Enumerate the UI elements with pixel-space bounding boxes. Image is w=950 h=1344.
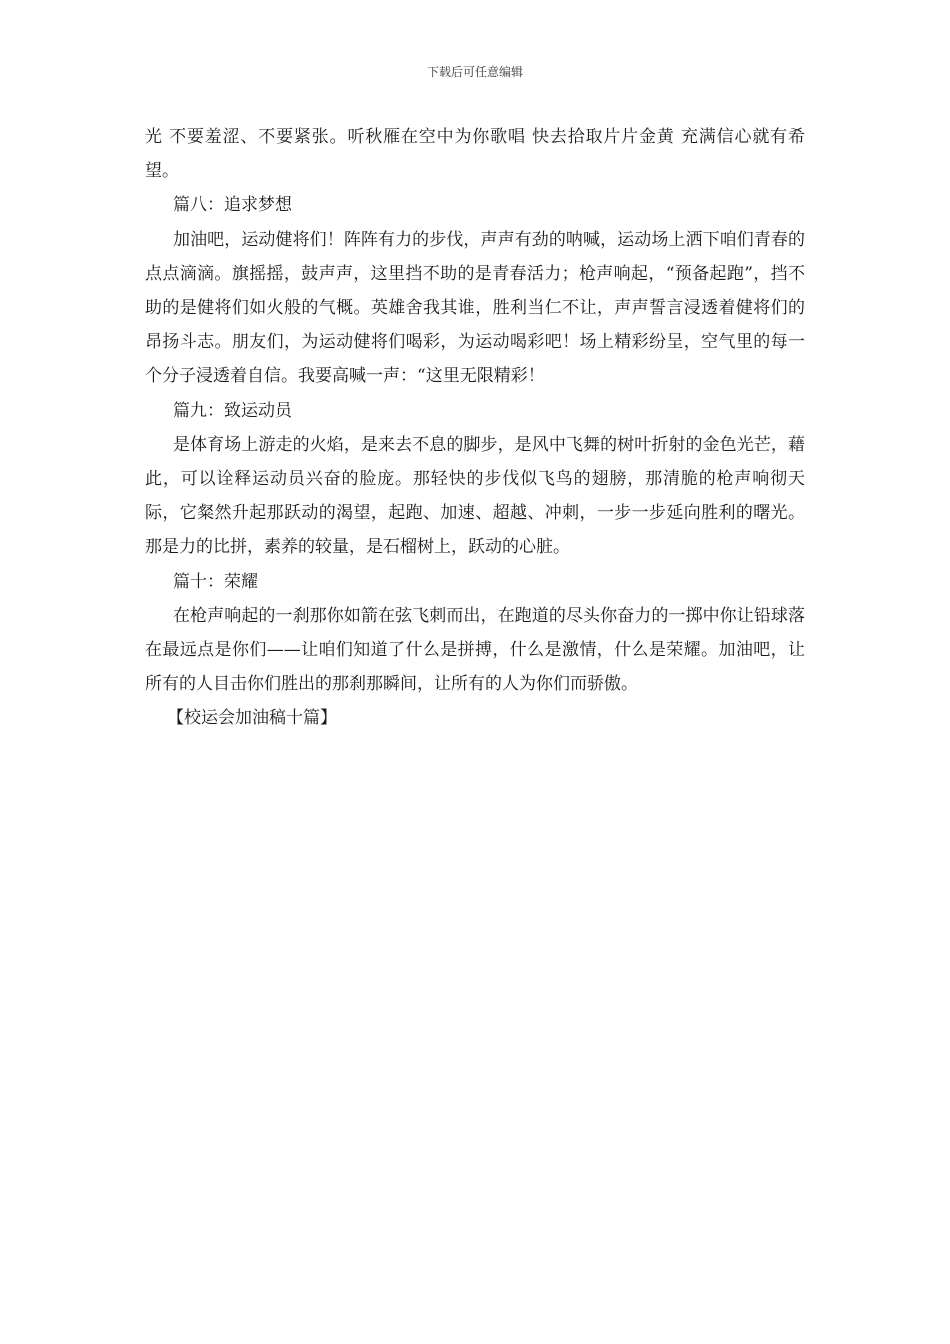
section-heading-10: 篇十：荣耀	[173, 571, 258, 592]
page-header: 下载后可任意编辑	[426, 65, 523, 79]
continuation-paragraph: 光 不要羞涩、不要紧张。听秋雁在空中为你歌唱 快去拾取片片金黄 充满信心就有希望。	[145, 127, 805, 182]
document-body	[145, 120, 805, 736]
section-paragraph-10: 在枪声响起的一刹那你如箭在弦飞刺而出，在跑道的尽头你奋力的一掷中你让铅球落在最远点是你们——让咱们知道了什么是拼搏，什么是激情，什么是荣耀。加油吧，让所有的人目击你们胜出的那刹那瞬间，让所有的人为你们而骄傲。	[145, 605, 805, 695]
section-paragraph-8: 加油吧，运动健将们！阵阵有力的步伐，声声有劲的呐喊，运动场上洒下咱们青春的点点滴滴。旗摇摇，鼓声声，这里挡不助的是青春活力；枪声响起，“预备起跑”，挡不助的是健将们如火般的气概。英雄舍我其谁，胜利当仁不让，声声誓言浸透着健将们的昂扬斗志。朋友们，为运动健将们喝彩，为运动喝彩吧！场上精彩纷呈，空气里的每一个分子浸透着自信。我要高喊一声：“这里无限精彩！	[145, 229, 805, 387]
document-closing-title: 【校运会加油稿十篇】	[167, 708, 337, 729]
section-heading-9: 篇九：致运动员	[173, 400, 292, 421]
section-heading-8: 篇八：追求梦想	[173, 195, 292, 216]
section-paragraph-9: 是体育场上游走的火焰，是来去不息的脚步，是风中飞舞的树叶折射的金色光芒，藉此，可以诠释运动员兴奋的脸庞。那轻快的步伐似飞鸟的翅膀，那清脆的枪声响彻天际，它粲然升起那跃动的渴望，起跑、加速、超越、冲刺，一步一步延向胜利的曙光。那是力的比拼，素养的较量，是石榴树上，跃动的心脏。	[145, 434, 805, 558]
